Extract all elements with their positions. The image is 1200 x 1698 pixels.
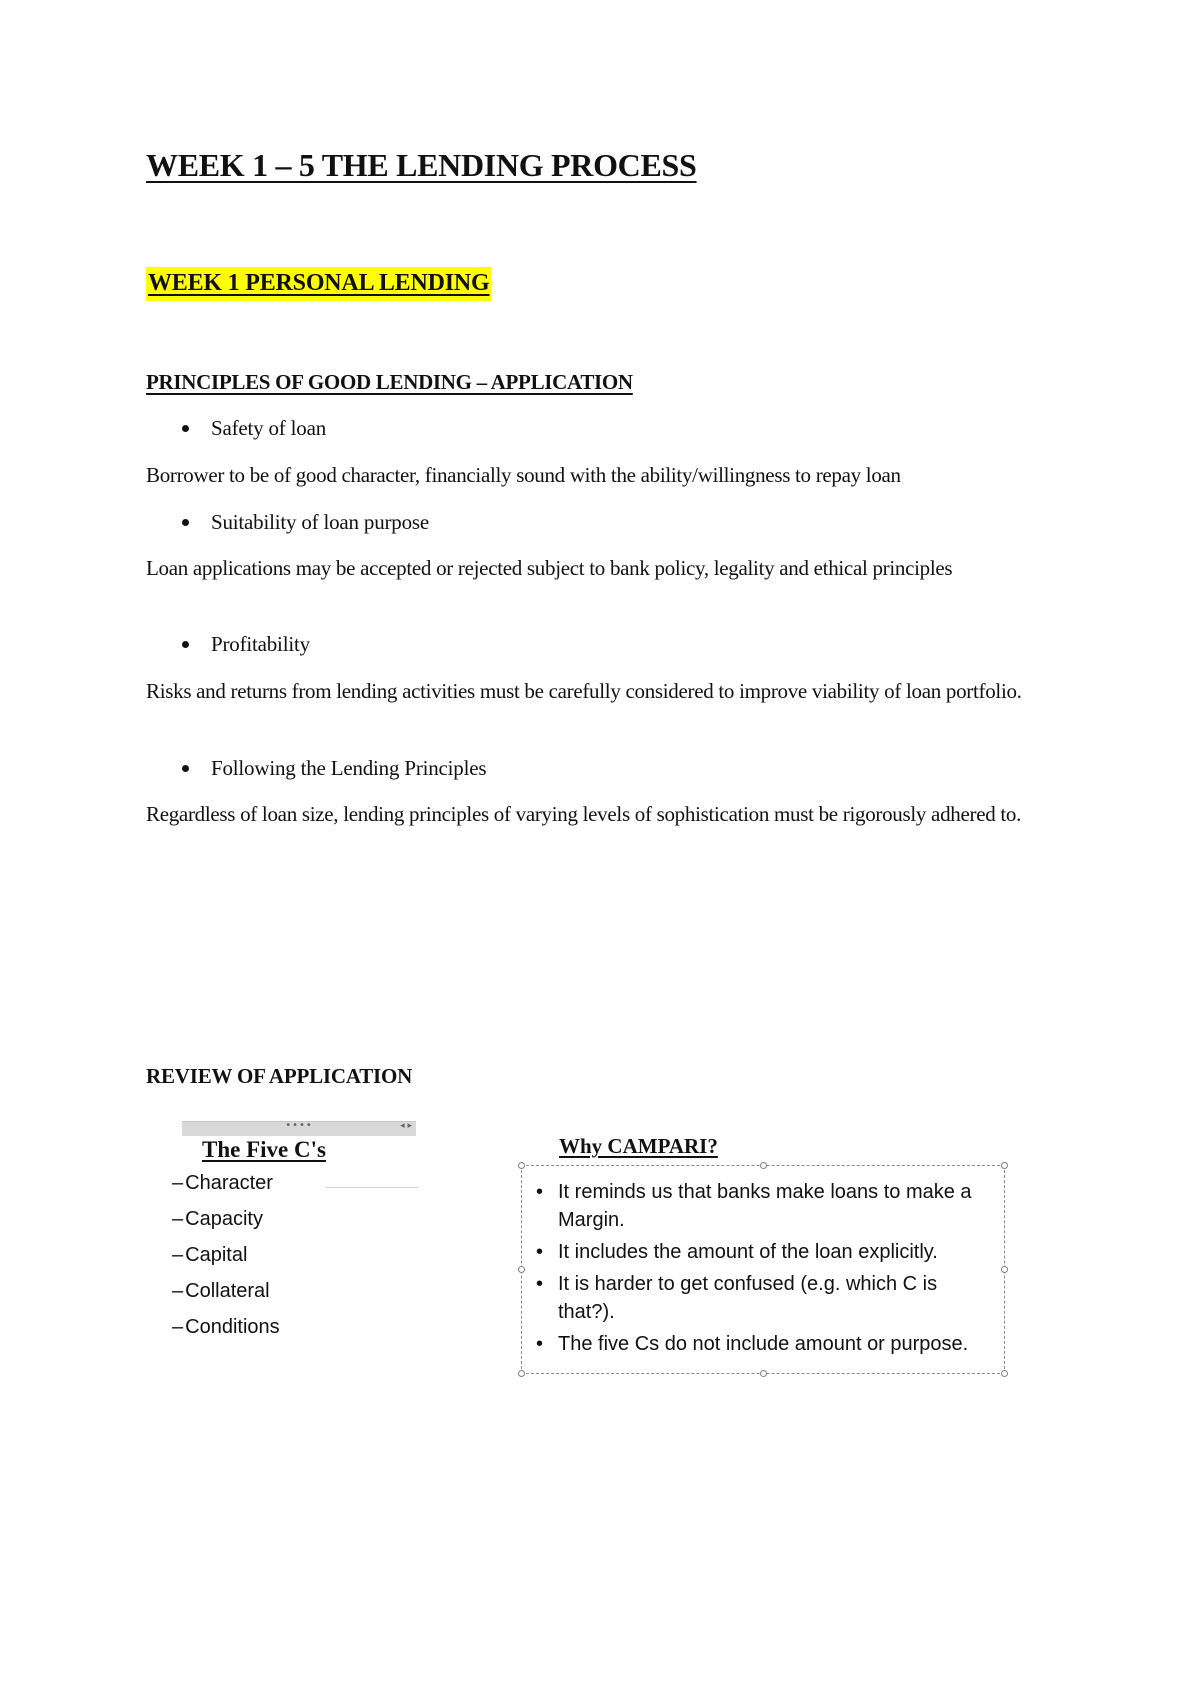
principle-label: Suitability of loan purpose <box>211 510 429 534</box>
campari-title: Why CAMPARI? <box>559 1134 718 1158</box>
resize-handle-icon[interactable] <box>1001 1266 1008 1273</box>
principles-heading: PRINCIPLES OF GOOD LENDING – APPLICATION <box>146 370 633 394</box>
resize-handle-icon[interactable] <box>518 1370 525 1377</box>
resize-handle-icon[interactable] <box>760 1370 767 1377</box>
resize-handle-icon[interactable] <box>518 1266 525 1273</box>
campari-textbox[interactable] <box>521 1165 1005 1374</box>
five-cs-item: Conditions <box>185 1316 280 1338</box>
more-icon: •••• <box>285 1120 313 1131</box>
resize-handle-icon[interactable] <box>1001 1162 1008 1169</box>
list-item <box>172 1309 280 1345</box>
divider <box>326 1187 418 1188</box>
five-cs-item: Character <box>185 1172 273 1194</box>
dash-icon: – <box>172 1316 184 1338</box>
principle-bullet <box>182 756 486 781</box>
list-item <box>172 1201 280 1237</box>
principle-label: Profitability <box>211 632 310 656</box>
resize-handle-icon[interactable] <box>518 1162 525 1169</box>
list-item: • It includes the amount of the loan explicitly. <box>534 1238 994 1266</box>
scroll-arrows-icon: ◂ ▸ <box>400 1121 412 1131</box>
resize-handle-icon[interactable] <box>1001 1370 1008 1377</box>
list-item <box>172 1273 280 1309</box>
five-cs-list <box>172 1165 280 1345</box>
principle-label: Following the Lending Principles <box>211 756 487 780</box>
bullet-icon <box>182 519 189 526</box>
week-heading <box>146 270 491 297</box>
campari-list <box>534 1178 994 1362</box>
bullet-icon <box>182 765 189 772</box>
principle-description: Risks and returns from lending activities must be carefully considered to improve viability of loan portfolio. <box>146 679 1022 703</box>
bullet-icon <box>182 425 189 432</box>
list-item <box>172 1165 280 1201</box>
five-cs-item: Collateral <box>185 1280 270 1302</box>
principle-bullet <box>182 416 326 441</box>
list-item: • It reminds us that banks make loans to make a Margin. <box>534 1178 994 1234</box>
document-title: WEEK 1 – 5 THE LENDING PROCESS <box>146 147 697 183</box>
slide-toolbar <box>182 1121 416 1136</box>
principle-description: Borrower to be of good character, financially sound with the ability/willingness to repay loan <box>146 463 901 487</box>
five-cs-item: Capacity <box>185 1208 263 1230</box>
bullet-icon <box>182 641 189 648</box>
dash-icon: – <box>172 1280 184 1302</box>
principle-description: Regardless of loan size, lending principles of varying levels of sophistication must be rigorously adhered to. <box>146 802 1022 826</box>
principle-bullet <box>182 510 429 535</box>
list-item <box>172 1237 280 1273</box>
five-cs-figure <box>172 1121 418 1351</box>
principle-label: Safety of loan <box>211 416 326 440</box>
dash-icon: – <box>172 1208 184 1230</box>
five-cs-title: The Five C's <box>202 1137 326 1162</box>
list-item: • It is harder to get confused (e.g. which C is that?). <box>534 1270 994 1326</box>
five-cs-item: Capital <box>185 1244 248 1266</box>
dash-icon: – <box>172 1244 184 1266</box>
list-item: • The five Cs do not include amount or purpose. <box>534 1330 994 1358</box>
resize-handle-icon[interactable] <box>760 1162 767 1169</box>
principle-description: Loan applications may be accepted or rejected subject to bank policy, legality and ethical principles <box>146 556 953 580</box>
review-heading: REVIEW OF APPLICATION <box>146 1064 413 1088</box>
principle-bullet <box>182 632 310 657</box>
dash-icon: – <box>172 1172 184 1194</box>
highlighted-week-heading: WEEK 1 PERSONAL LENDING <box>146 267 491 301</box>
